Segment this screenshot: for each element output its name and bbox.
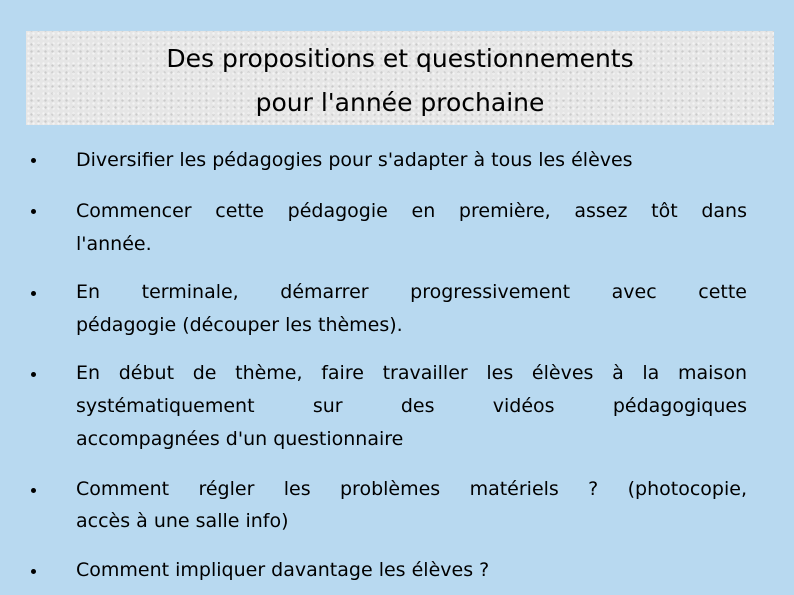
- slide-title-line-2: pour l'année prochaine: [255, 88, 545, 117]
- bullet-text-line: accès à une salle info): [76, 510, 289, 532]
- bullet-text-line: Diversifier les pédagogies pour s'adapter à tous les élèves: [76, 149, 633, 171]
- bullet-dot-icon: [31, 372, 36, 377]
- bullet-text-line: Commencer cette pédagogie en première, assez tôt dans: [76, 200, 747, 222]
- bullet-dot-icon: [31, 158, 36, 163]
- bullet-dot-icon: [31, 291, 36, 296]
- bullet-text-line: En début de thème, faire travailler les élèves à la maison: [76, 362, 747, 384]
- bullet-dot-icon: [31, 488, 36, 493]
- bullet-text-line: Comment régler les problèmes matériels ? (photocopie,: [76, 478, 747, 500]
- bullet-text-line: systématiquement sur des vidéos pédagogiques: [76, 395, 747, 417]
- bullet-text-line: Comment impliquer davantage les élèves ?: [76, 559, 490, 581]
- slide-title-line-1: Des propositions et questionnements: [166, 44, 634, 73]
- bullet-text-line: accompagnées d'un questionnaire: [76, 428, 404, 450]
- bullet-text-line: l'année.: [76, 233, 152, 255]
- bullet-dot-icon: [31, 569, 36, 574]
- bullet-text-line: En terminale, démarrer progressivement avec cette: [76, 281, 747, 303]
- bullet-text-line: pédagogie (découper les thèmes).: [76, 314, 403, 336]
- bullet-dot-icon: [31, 209, 36, 214]
